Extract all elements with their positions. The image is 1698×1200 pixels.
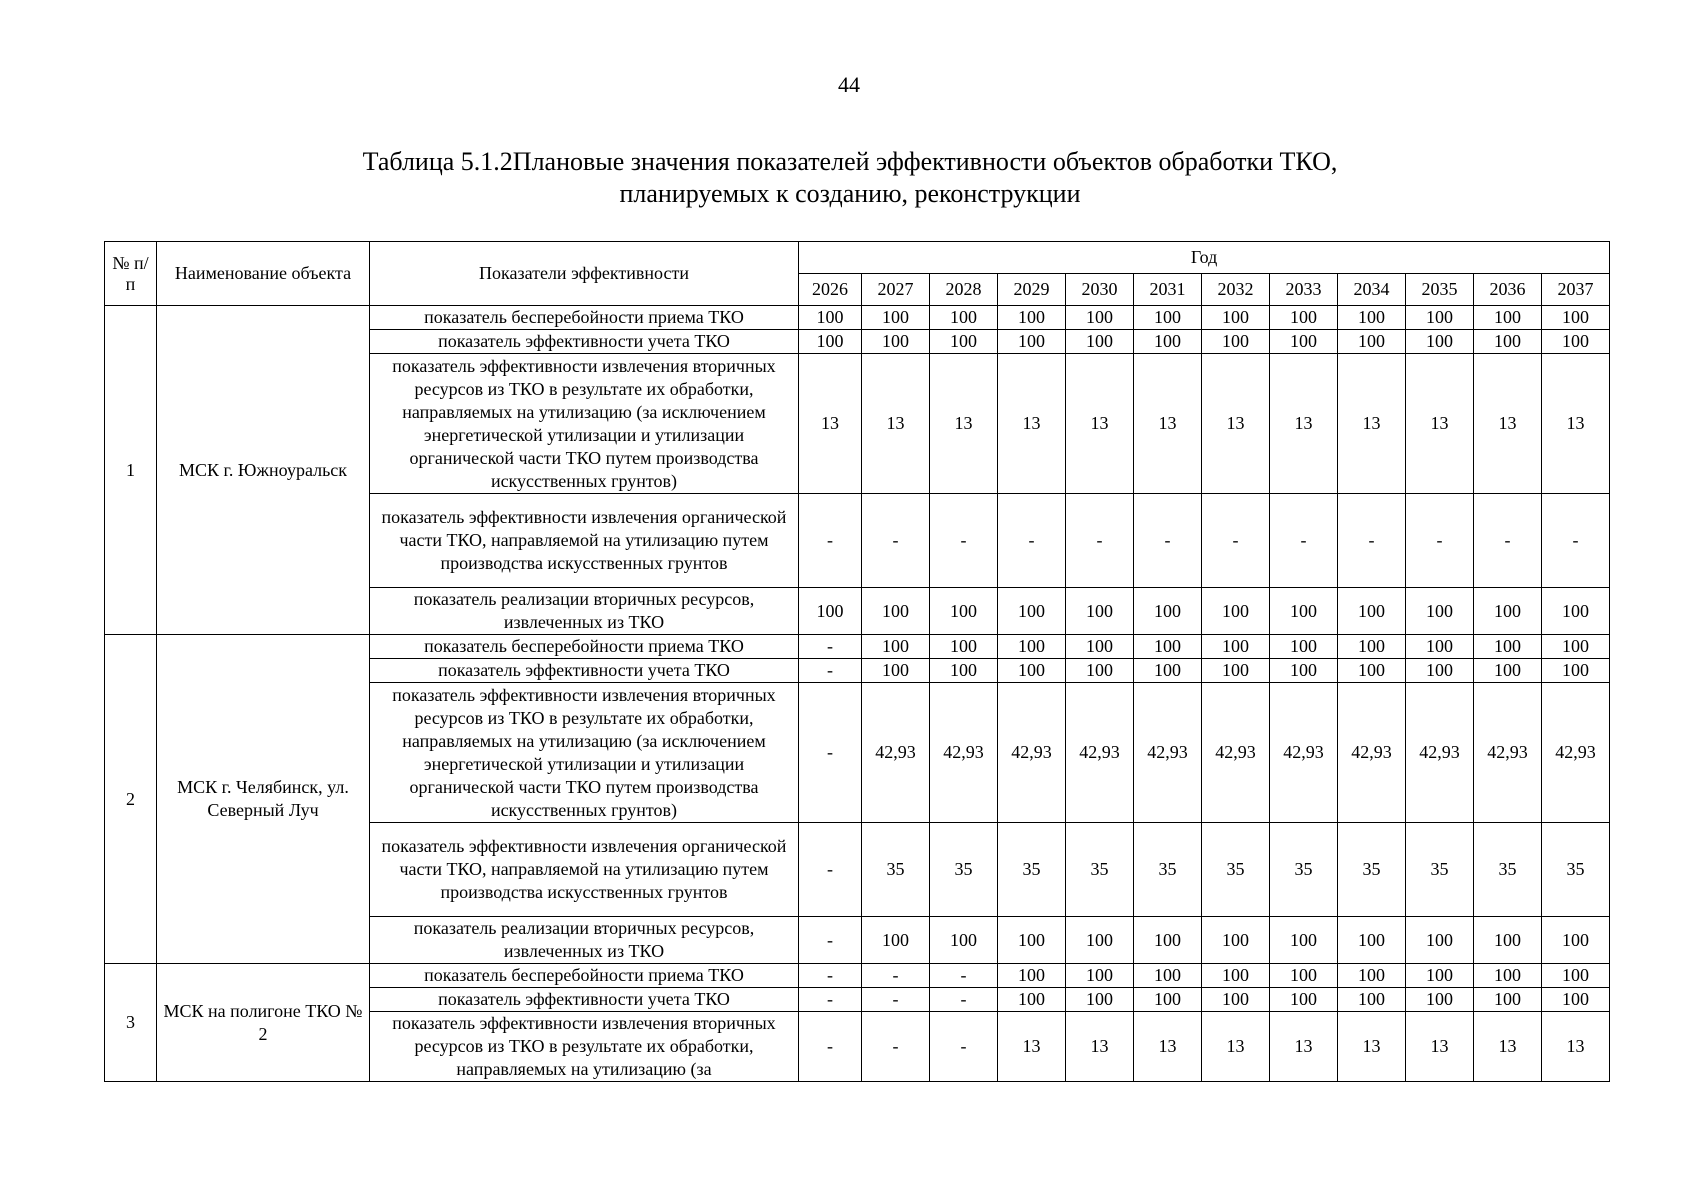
value-cell: 100 (998, 964, 1066, 988)
object-name-cell: МСК на полигоне ТКО № 2 (157, 964, 370, 1082)
year-header-cell: 2028 (930, 274, 998, 306)
indicator-cell: показатель эффективности извлечения органической части ТКО, направляемой на утилизацию путем производства искусственных грунтов (370, 494, 799, 588)
value-cell: 100 (1134, 330, 1202, 354)
value-cell: 100 (1474, 635, 1542, 659)
value-cell: 100 (1338, 917, 1406, 964)
value-cell: 100 (1270, 964, 1338, 988)
value-cell: 13 (1202, 354, 1270, 494)
value-cell: 35 (1338, 823, 1406, 917)
value-cell: - (1338, 494, 1406, 588)
value-cell: - (862, 494, 930, 588)
value-cell: 42,93 (1338, 683, 1406, 823)
value-cell: - (930, 988, 998, 1012)
value-cell: 100 (998, 917, 1066, 964)
value-cell: - (862, 988, 930, 1012)
value-cell: 100 (1406, 964, 1474, 988)
value-cell: 13 (1134, 354, 1202, 494)
value-cell: 35 (930, 823, 998, 917)
value-cell: 100 (1338, 588, 1406, 635)
indicator-cell: показатель реализации вторичных ресурсов, извлеченных из ТКО (370, 917, 799, 964)
indicator-cell: показатель эффективности извлечения вторичных ресурсов из ТКО в результате их обработки, направляемых на утилизацию (за (370, 1012, 799, 1082)
value-cell: 13 (1542, 354, 1610, 494)
value-cell: 13 (1406, 1012, 1474, 1082)
value-cell: 100 (1066, 988, 1134, 1012)
value-cell: 100 (862, 635, 930, 659)
value-cell: - (1202, 494, 1270, 588)
value-cell: - (862, 964, 930, 988)
value-cell: 100 (1542, 588, 1610, 635)
value-cell: 100 (1134, 917, 1202, 964)
value-cell: 100 (1474, 659, 1542, 683)
value-cell: 100 (1134, 306, 1202, 330)
object-number-cell: 1 (105, 306, 157, 635)
value-cell: 42,93 (1542, 683, 1610, 823)
header-object-name: Наименование объекта (157, 242, 370, 306)
value-cell: 100 (1134, 988, 1202, 1012)
value-cell: - (1066, 494, 1134, 588)
indicator-cell: показатель эффективности учета ТКО (370, 330, 799, 354)
value-cell: 42,93 (930, 683, 998, 823)
indicator-cell: показатель бесперебойности приема ТКО (370, 635, 799, 659)
value-cell: 100 (1542, 635, 1610, 659)
indicator-cell: показатель эффективности извлечения вторичных ресурсов из ТКО в результате их обработки, направляемых на утилизацию (за исключением энергетической утилизации и утилизации органической части ТКО путем производства искусственных грунтов) (370, 683, 799, 823)
value-cell: 35 (1406, 823, 1474, 917)
object-number-cell: 3 (105, 964, 157, 1082)
value-cell: 100 (1202, 306, 1270, 330)
indicator-cell: показатель эффективности извлечения органической части ТКО, направляемой на утилизацию путем производства искусственных грунтов (370, 823, 799, 917)
value-cell: 100 (998, 306, 1066, 330)
value-cell: 13 (1270, 354, 1338, 494)
indicator-cell: показатель бесперебойности приема ТКО (370, 306, 799, 330)
value-cell: - (799, 659, 862, 683)
value-cell: - (1542, 494, 1610, 588)
value-cell: 100 (998, 588, 1066, 635)
value-cell: - (799, 988, 862, 1012)
caption-line-1: Таблица 5.1.2Плановые значения показателей эффективности объектов обработки ТКО, (362, 147, 1338, 176)
value-cell: 100 (1542, 917, 1610, 964)
year-header-cell: 2031 (1134, 274, 1202, 306)
value-cell: 100 (799, 330, 862, 354)
year-header-cell: 2032 (1202, 274, 1270, 306)
value-cell: 100 (862, 306, 930, 330)
object-number-cell: 2 (105, 635, 157, 964)
value-cell: 13 (1542, 1012, 1610, 1082)
header-year: Год (799, 242, 1610, 274)
value-cell: 13 (1474, 354, 1542, 494)
value-cell: 100 (998, 330, 1066, 354)
value-cell: 100 (1066, 330, 1134, 354)
value-cell: 13 (1406, 354, 1474, 494)
value-cell: 100 (1542, 330, 1610, 354)
object-name-cell: МСК г. Южноуральск (157, 306, 370, 635)
value-cell: - (799, 683, 862, 823)
year-header-cell: 2027 (862, 274, 930, 306)
value-cell: 100 (1202, 330, 1270, 354)
value-cell: 100 (1066, 635, 1134, 659)
table-row (105, 635, 1610, 659)
value-cell: 13 (1338, 1012, 1406, 1082)
value-cell: - (1270, 494, 1338, 588)
header-row-1 (105, 242, 1610, 274)
value-cell: 13 (1134, 1012, 1202, 1082)
table-body (105, 306, 1610, 1082)
value-cell: 100 (930, 306, 998, 330)
value-cell: 100 (1474, 988, 1542, 1012)
value-cell: 100 (862, 917, 930, 964)
value-cell: 100 (1202, 635, 1270, 659)
value-cell: - (930, 964, 998, 988)
table-caption (250, 146, 1450, 210)
value-cell: 13 (998, 354, 1066, 494)
value-cell: 100 (1270, 330, 1338, 354)
value-cell: - (799, 1012, 862, 1082)
table-row (105, 306, 1610, 330)
value-cell: 100 (1542, 306, 1610, 330)
year-header-cell: 2026 (799, 274, 862, 306)
indicator-cell: показатель эффективности учета ТКО (370, 988, 799, 1012)
value-cell: 100 (1406, 306, 1474, 330)
header-num: № п/п (105, 242, 157, 306)
value-cell: - (862, 1012, 930, 1082)
value-cell: 100 (1406, 917, 1474, 964)
value-cell: - (799, 964, 862, 988)
value-cell: 100 (1066, 306, 1134, 330)
value-cell: 13 (1066, 1012, 1134, 1082)
value-cell: 35 (998, 823, 1066, 917)
value-cell: 100 (1202, 917, 1270, 964)
value-cell: 42,93 (1474, 683, 1542, 823)
value-cell: 13 (1066, 354, 1134, 494)
value-cell: - (930, 494, 998, 588)
value-cell: 100 (1270, 306, 1338, 330)
value-cell: 100 (1406, 659, 1474, 683)
year-header-cell: 2036 (1474, 274, 1542, 306)
caption-line-2: планируемых к созданию, реконструкции (619, 179, 1081, 208)
page-number: 44 (838, 72, 860, 97)
value-cell: 100 (1474, 964, 1542, 988)
value-cell: 42,93 (998, 683, 1066, 823)
value-cell: 100 (998, 988, 1066, 1012)
value-cell: 13 (862, 354, 930, 494)
value-cell: - (799, 635, 862, 659)
value-cell: 100 (930, 659, 998, 683)
value-cell: 100 (1406, 330, 1474, 354)
value-cell: 100 (1406, 635, 1474, 659)
value-cell: 100 (1338, 635, 1406, 659)
value-cell: - (799, 823, 862, 917)
value-cell: 42,93 (1202, 683, 1270, 823)
value-cell: 100 (998, 635, 1066, 659)
value-cell: 100 (1474, 330, 1542, 354)
value-cell: 35 (1134, 823, 1202, 917)
value-cell: 42,93 (862, 683, 930, 823)
value-cell: 100 (862, 588, 930, 635)
value-cell: 35 (862, 823, 930, 917)
year-header-cell: 2029 (998, 274, 1066, 306)
indicators-table (104, 241, 1610, 1082)
value-cell: 100 (1338, 659, 1406, 683)
value-cell: 100 (1202, 588, 1270, 635)
value-cell: 100 (1338, 964, 1406, 988)
value-cell: 100 (1134, 659, 1202, 683)
indicator-cell: показатель эффективности учета ТКО (370, 659, 799, 683)
value-cell: 100 (1542, 988, 1610, 1012)
value-cell: 100 (799, 588, 862, 635)
value-cell: 100 (1474, 306, 1542, 330)
value-cell: 100 (1066, 964, 1134, 988)
indicator-cell: показатель бесперебойности приема ТКО (370, 964, 799, 988)
value-cell: 100 (1066, 588, 1134, 635)
indicator-cell: показатель реализации вторичных ресурсов, извлеченных из ТКО (370, 588, 799, 635)
value-cell: - (1406, 494, 1474, 588)
value-cell: 13 (799, 354, 862, 494)
value-cell: 42,93 (1134, 683, 1202, 823)
value-cell: 42,93 (1270, 683, 1338, 823)
value-cell: 100 (1270, 588, 1338, 635)
value-cell: 100 (1134, 635, 1202, 659)
year-header-cell: 2037 (1542, 274, 1610, 306)
value-cell: 100 (1202, 988, 1270, 1012)
value-cell: - (799, 494, 862, 588)
header-indicators: Показатели эффективности (370, 242, 799, 306)
value-cell: 35 (1202, 823, 1270, 917)
value-cell: - (930, 1012, 998, 1082)
value-cell: 100 (1202, 659, 1270, 683)
object-name-cell: МСК г. Челябинск, ул. Северный Луч (157, 635, 370, 964)
value-cell: 100 (1338, 988, 1406, 1012)
value-cell: 100 (1270, 917, 1338, 964)
year-header-cell: 2030 (1066, 274, 1134, 306)
year-header-cell: 2035 (1406, 274, 1474, 306)
value-cell: 35 (1542, 823, 1610, 917)
value-cell: 100 (1338, 306, 1406, 330)
value-cell: 100 (1338, 330, 1406, 354)
value-cell: 100 (1134, 588, 1202, 635)
value-cell: 100 (1202, 964, 1270, 988)
value-cell: 100 (1270, 635, 1338, 659)
year-header-cell: 2033 (1270, 274, 1338, 306)
value-cell: 100 (1270, 988, 1338, 1012)
value-cell: 100 (1134, 964, 1202, 988)
value-cell: - (1474, 494, 1542, 588)
value-cell: - (1134, 494, 1202, 588)
value-cell: 100 (930, 635, 998, 659)
value-cell: 35 (1066, 823, 1134, 917)
value-cell: 100 (930, 330, 998, 354)
value-cell: 42,93 (1066, 683, 1134, 823)
value-cell: 100 (1066, 917, 1134, 964)
value-cell: 13 (1202, 1012, 1270, 1082)
value-cell: - (799, 917, 862, 964)
value-cell: 100 (1406, 988, 1474, 1012)
year-header-cell: 2034 (1338, 274, 1406, 306)
value-cell: 13 (1338, 354, 1406, 494)
value-cell: 13 (1474, 1012, 1542, 1082)
indicator-cell: показатель эффективности извлечения вторичных ресурсов из ТКО в результате их обработки, направляемых на утилизацию (за исключением энергетической утилизации и утилизации органической части ТКО путем производства искусственных грунтов) (370, 354, 799, 494)
value-cell: 100 (930, 588, 998, 635)
value-cell: 100 (1542, 964, 1610, 988)
value-cell: 100 (799, 306, 862, 330)
value-cell: 100 (1066, 659, 1134, 683)
value-cell: 13 (998, 1012, 1066, 1082)
value-cell: 100 (998, 659, 1066, 683)
value-cell: 13 (930, 354, 998, 494)
value-cell: 13 (1270, 1012, 1338, 1082)
value-cell: 100 (862, 659, 930, 683)
value-cell: 100 (1406, 588, 1474, 635)
value-cell: 42,93 (1406, 683, 1474, 823)
value-cell: 100 (930, 917, 998, 964)
value-cell: 100 (862, 330, 930, 354)
table-row (105, 964, 1610, 988)
value-cell: 100 (1474, 917, 1542, 964)
value-cell: 35 (1270, 823, 1338, 917)
value-cell: 35 (1474, 823, 1542, 917)
value-cell: - (998, 494, 1066, 588)
value-cell: 100 (1270, 659, 1338, 683)
value-cell: 100 (1542, 659, 1610, 683)
value-cell: 100 (1474, 588, 1542, 635)
